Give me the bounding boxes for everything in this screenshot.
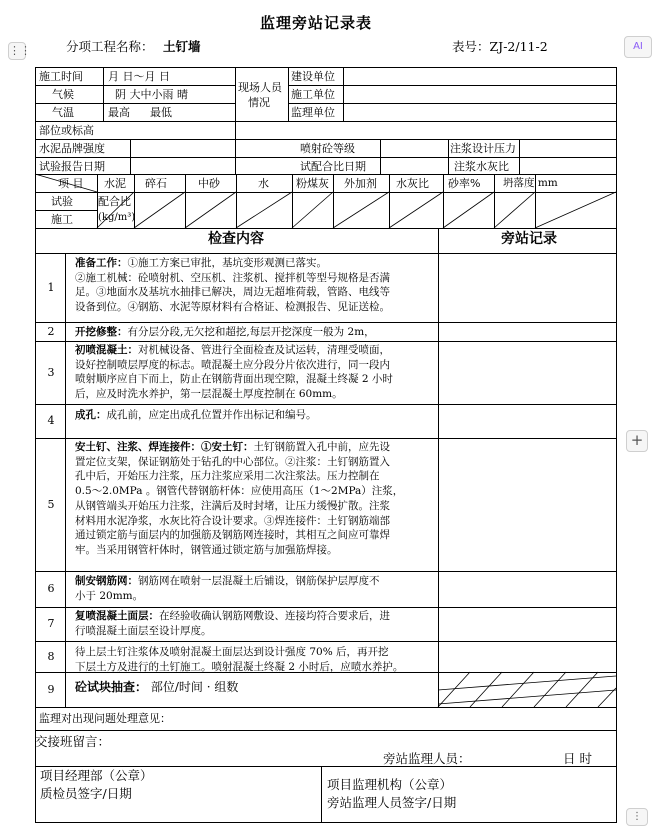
sup-sign: 旁站监理人员签字/日期: [327, 795, 457, 810]
content-text: 喷射顺序应自下而上，防止在钢筋背面出现空隙，混凝土终凝 2 小时: [75, 373, 393, 386]
record-header: 旁站记录: [501, 231, 557, 247]
content-text: 对机械设备、管进行全面检查及试运转，清理受喷面，: [138, 344, 390, 356]
handover-label: 交接班留言：: [35, 734, 111, 749]
record-cell[interactable]: [439, 323, 615, 341]
record-cell[interactable]: [439, 572, 615, 607]
check-item-number: 3: [47, 365, 55, 379]
record-cell[interactable]: [439, 673, 615, 707]
check-item-content: [75, 440, 435, 558]
sup-org: 项目监理机构（公章）: [327, 777, 453, 792]
record-cell[interactable]: [439, 342, 615, 404]
mix-row-test: 试验: [51, 195, 73, 208]
content-line: [75, 528, 435, 543]
check-item-number: 1: [47, 280, 55, 294]
check-item-number: 7: [47, 617, 55, 630]
record-cell[interactable]: [439, 608, 615, 641]
date-time-label: 日 时: [563, 751, 592, 766]
content-line: [75, 440, 435, 455]
content-text: 设好控制喷层厚度的标志。喷混凝土应分段分片依次进行，同一段内: [75, 358, 390, 371]
check-item-number: 5: [47, 497, 55, 511]
cement-label: 水泥品牌强度: [39, 142, 105, 155]
record-cell[interactable]: [439, 642, 615, 672]
content-line: [75, 343, 435, 358]
check-item-content: [75, 609, 435, 638]
mix-col-gravel: 碎石: [145, 177, 167, 190]
content-text: 后，应及时洗水养护，第一层混凝土厚度控制在 60mm。: [75, 388, 343, 401]
content-text: ②施工机械：砼喷射机、空压机、注浆机、搅拌机等型号规格是否满: [75, 271, 390, 284]
personnel-label-2: 情况: [248, 96, 270, 109]
content-text: 足。③地面水及基坑水抽排已解决，周边无超堆荷载，管路、电线等: [75, 286, 390, 299]
check-item-content: [75, 343, 435, 402]
content-line: [75, 680, 435, 695]
content-heading: 初喷混凝土：: [75, 344, 138, 356]
content-text: 下层土方及进行的土钉施工。喷射混凝土终凝 2 小时后，应喷水养护。: [75, 660, 404, 673]
mix-col-sandrate: 砂率%: [448, 177, 481, 190]
content-heading: 开挖修整：: [75, 326, 128, 338]
content-text: 钢筋网在喷射一层混凝土后铺设，钢筋保护层厚度不: [138, 575, 380, 587]
check-item-content: [75, 256, 435, 315]
content-heading: 复喷混凝土面层：: [75, 610, 159, 622]
unit-contractor: 施工单位: [291, 88, 335, 101]
add-button[interactable]: +: [626, 430, 648, 452]
record-cell[interactable]: [439, 254, 615, 322]
mix-col-slump: 坍落度 mm: [503, 177, 558, 189]
content-text: 置定位支架，保证钢筋处于钻孔的中心部位。②注浆：土钉钢筋置入: [75, 455, 390, 468]
mix-col-water: 水: [258, 177, 269, 190]
add-button-bottom[interactable]: ⋮: [626, 808, 648, 826]
content-heading: 安土钉、注浆、焊连接件：①安土钉：: [75, 441, 254, 453]
content-line: [75, 645, 435, 660]
time-label: 施工时间: [39, 70, 83, 83]
content-text: ①施工方案已审批，基坑变形观测已落实。: [127, 257, 327, 269]
content-text: 0.5～2.0MPa 。钢管代替钢筋杆体：应使用高压（1～2MPa）注浆，: [75, 485, 404, 498]
content-line: [75, 372, 435, 387]
mix-col-flyash: 粉煤灰: [296, 177, 329, 190]
content-line: [75, 285, 435, 300]
temp-high[interactable]: 最高: [108, 106, 130, 119]
check-item-content: [75, 680, 435, 695]
check-item-content: [75, 645, 435, 674]
content-text: 牢。当采用钢管杆体时，钢管通过锁定筋与加强筋焊接。: [75, 543, 338, 556]
content-line: [75, 469, 435, 484]
mix-col-wc: 水灰比: [396, 177, 429, 190]
content-text: 土钉钢筋置入孔中前，应先设: [253, 441, 390, 453]
drag-handle-icon[interactable]: ⋮⋮: [8, 42, 26, 60]
weather-value[interactable]: 阴 大中小雨 晴: [115, 88, 188, 101]
mix-col-sand: 中砂: [198, 177, 220, 190]
content-text: 在经验收确认钢筋网敷设、连接均符合要求后，进: [159, 610, 390, 622]
content-text: 设备到位。④钢筋、水泥等原材料有合格证、检测报告、见证送检。: [75, 301, 390, 314]
content-text: 孔中后，开始压力注浆，压力注浆应采用二次注浆法。压力控制在: [75, 470, 380, 483]
content-text: 行喷混凝土面层至设计厚度。: [75, 624, 212, 637]
content-header: 检查内容: [208, 231, 264, 247]
content-line: [75, 624, 435, 639]
content-line: [75, 660, 435, 675]
trial-date-label: 试验报告日期: [39, 160, 105, 173]
content-heading: 准备工作：: [75, 257, 128, 269]
project-name: 土钉墙: [163, 39, 201, 54]
mix-row-construct: 施工: [51, 213, 73, 226]
content-line: [75, 455, 435, 470]
personnel-label: 现场人员: [238, 81, 282, 94]
check-item-number: 9: [47, 682, 55, 696]
content-line: [75, 484, 435, 499]
mix-ratio-label: 配合比: [98, 195, 131, 208]
content-heading: 成孔：: [75, 409, 107, 421]
content-heading: 制安钢筋网：: [75, 575, 138, 587]
grout-pressure-label: 注浆设计压力: [450, 142, 516, 155]
content-text: 通过锁定筋与面层内的加强筋及钢筋网连接时，其相互之间应可靠焊: [75, 529, 390, 542]
content-line: [75, 358, 435, 373]
check-item-content: [75, 325, 435, 340]
form-title: 监理旁站记录表: [260, 14, 373, 32]
qc-sign: 质检员签字/日期: [40, 786, 132, 801]
record-cell[interactable]: [439, 439, 615, 571]
temp-low[interactable]: 最低: [150, 106, 172, 119]
content-line: [75, 325, 435, 340]
content-line: [75, 543, 435, 558]
check-item-number: 2: [47, 324, 55, 338]
content-line: [75, 387, 435, 402]
mix-date-label: 试配合比日期: [300, 160, 366, 173]
pm-dept: 项目经理部（公章）: [40, 768, 153, 783]
mix-item-label: 项 目: [58, 177, 84, 190]
content-line: [75, 300, 435, 315]
content-text: 有分层分段,无欠挖和超挖,每层开挖深度一般为 2m，: [127, 326, 375, 338]
supervisor-label: 旁站监理人员：: [383, 751, 471, 766]
unit-construction-owner: 建设单位: [291, 70, 335, 83]
ai-button[interactable]: AI: [624, 36, 652, 58]
content-line: [75, 256, 435, 271]
content-line: [75, 499, 435, 514]
content-text: 成孔前，应定出成孔位置并作出标记和编号。: [106, 409, 317, 421]
mix-col-cement: 水泥: [104, 177, 126, 190]
content-line: [75, 609, 435, 624]
content-line: [75, 408, 435, 423]
content-line: [75, 574, 435, 589]
check-item-content: [75, 408, 435, 423]
mix-ratio-unit: (kg/m³): [98, 212, 136, 223]
content-heading: 砼试块抽查：: [75, 680, 148, 694]
content-line: [75, 271, 435, 286]
content-text: 待上层土钉注浆体及喷射混凝土面层达到设计强度 70% 后，再开挖: [75, 646, 389, 658]
wc-ratio-label: 注浆水灰比: [454, 160, 509, 173]
location-label: 部位或标高: [39, 124, 94, 137]
check-item-number: 8: [47, 649, 55, 663]
unit-supervisor: 监理单位: [291, 106, 335, 119]
content-text: 小于 20mm。: [75, 589, 144, 602]
weather-label: 气候: [52, 88, 74, 101]
content-text: 材料用水泥净浆，水灰比符合设计要求。③焊连接件：土钉钢筋端部: [75, 514, 390, 527]
content-text: 部位/时间 · 组数: [147, 680, 239, 694]
check-item-content: [75, 574, 435, 603]
check-item-number: 6: [47, 582, 55, 595]
form-number: 表号：ZJ-2/11-2: [452, 39, 548, 54]
temp-label: 气温: [52, 106, 74, 119]
time-value[interactable]: 月 日～月 日: [108, 70, 170, 83]
content-line: [75, 589, 435, 604]
handling-label: 监理对出现问题处理意见：: [39, 712, 171, 725]
check-item-number: 4: [47, 414, 55, 427]
content-line: [75, 514, 435, 529]
content-text: 从钢管端头开始压力注浆，注满后及时封堵，让压力缓慢扩散。注浆: [75, 499, 390, 512]
shotcrete-label: 喷射砼等级: [300, 142, 355, 155]
record-cell[interactable]: [439, 405, 615, 438]
mix-col-admixture: 外加剂: [344, 177, 377, 190]
project-label: 分项工程名称：: [66, 39, 154, 54]
